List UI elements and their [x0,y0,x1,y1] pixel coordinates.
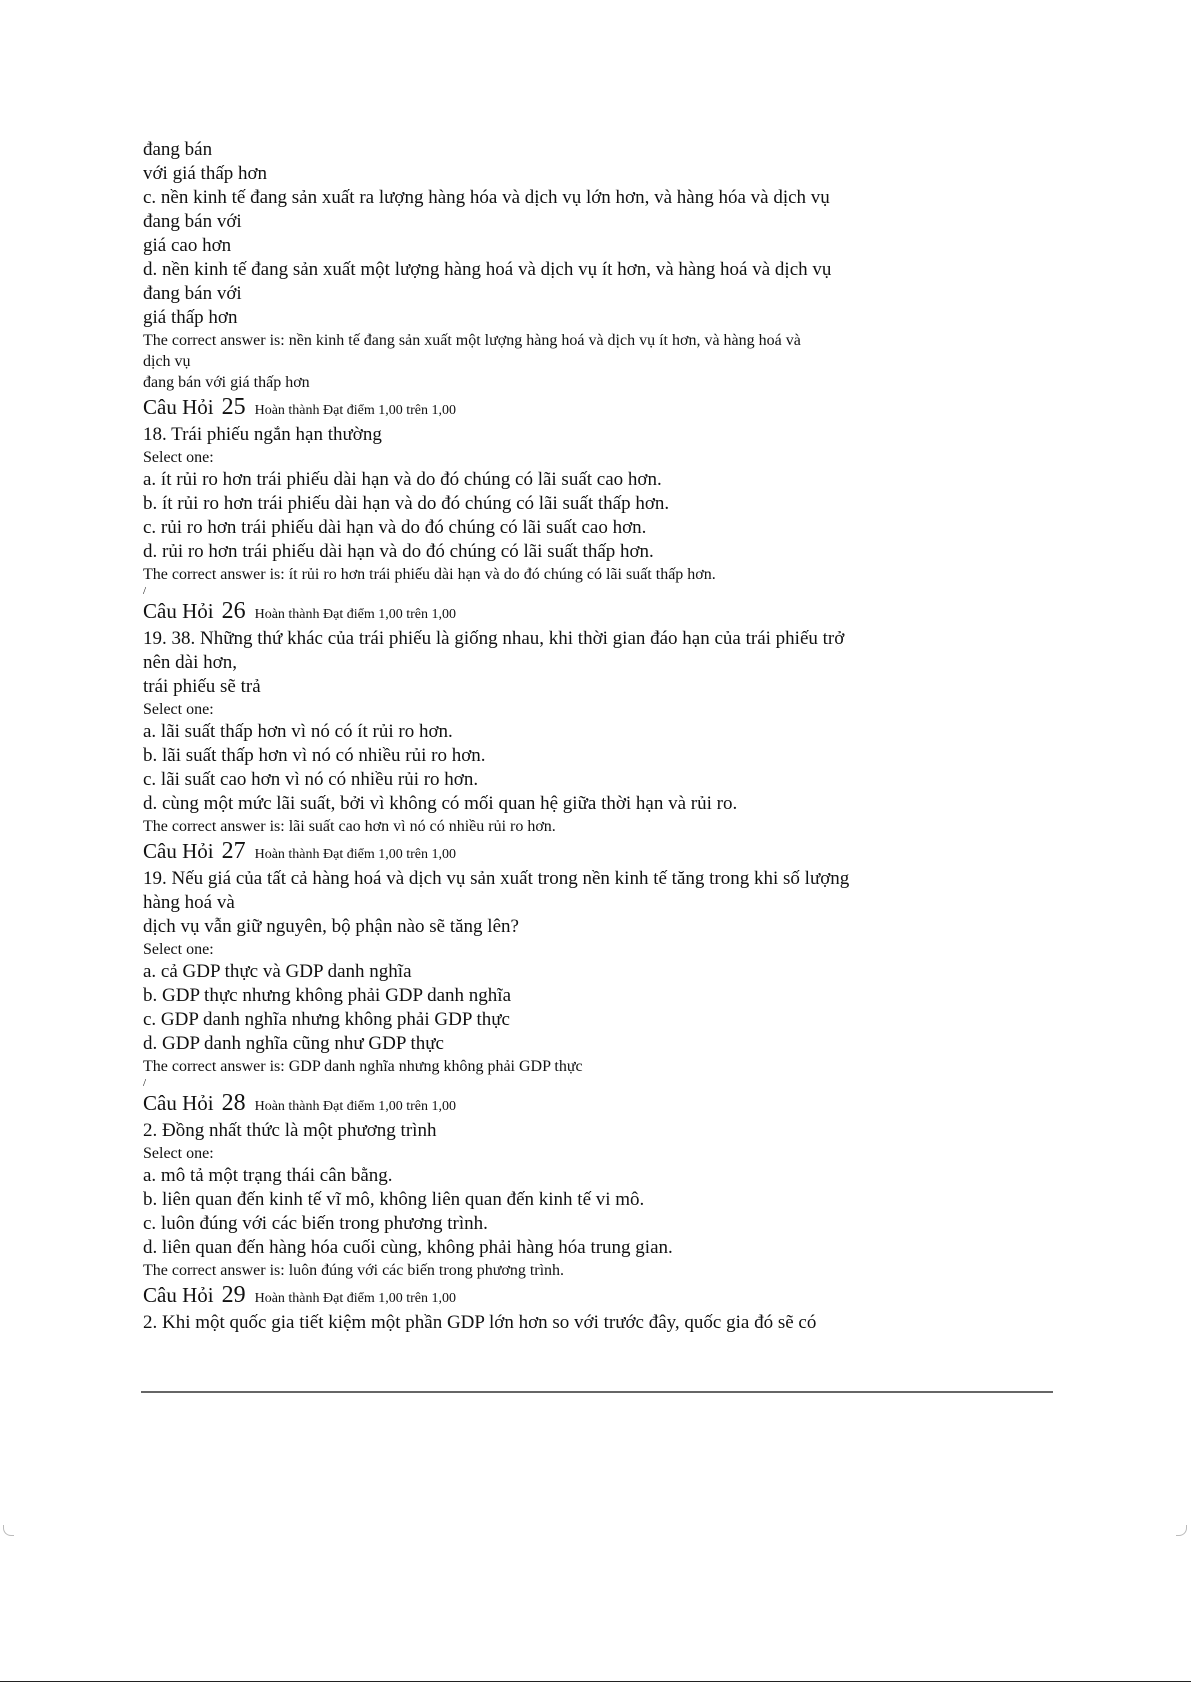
question-header [143,599,1043,627]
question-label: Câu Hỏi [143,1091,214,1115]
document-body [143,138,1043,1335]
horizontal-divider [141,1391,1053,1393]
question-header [143,1283,1043,1311]
option-d: d. GDP danh nghĩa cũng như GDP thực [143,1033,444,1054]
question-number: 29 [221,1282,246,1308]
text-line: đang bán [143,139,213,160]
correct-answer: The correct answer is: ít rủi ro hơn trái phiếu dài hạn và do đó chúng có lãi suất thấp hơn. [143,566,716,583]
option-a: a. cả GDP thực và GDP danh nghĩa [143,961,412,982]
question-24-continuation [143,138,1043,393]
option-c: c. lãi suất cao hơn vì nó có nhiều rủi ro hơn. [143,769,479,790]
option-d: d. nền kinh tế đang sản xuất một lượng hàng hoá và dịch vụ ít hơn, và hàng hoá và dịch vụ [143,259,832,280]
question-number: 28 [221,1090,246,1116]
question-stem: trái phiếu sẽ trả [143,676,261,697]
option-c: c. GDP danh nghĩa nhưng không phải GDP thực [143,1009,510,1030]
text-line: giá cao hơn [143,235,232,256]
question-stem: hàng hoá và [143,892,235,913]
question-25 [143,395,1043,597]
option-b: b. liên quan đến kinh tế vĩ mô, không liên quan đến kinh tế vi mô. [143,1189,645,1210]
correct-answer: The correct answer is: GDP danh nghĩa nhưng không phải GDP thực [143,1058,583,1075]
correct-answer: The correct answer is: nền kinh tế đang sản xuất một lượng hàng hoá và dịch vụ ít hơn, và hàng hoá và [143,332,801,349]
question-27 [143,839,1043,1089]
question-stem: 2. Khi một quốc gia tiết kiệm một phần GDP lớn hơn so với trước đây, quốc gia đó sẽ có [143,1312,817,1333]
correct-answer: The correct answer is: lãi suất cao hơn vì nó có nhiều rủi ro hơn. [143,818,556,835]
question-label: Câu Hỏi [143,1283,214,1307]
page-corner-mark [1176,1525,1187,1536]
question-stem: dịch vụ vẫn giữ nguyên, bộ phận nào sẽ tăng lên? [143,916,519,937]
question-stem: 19. Nếu giá của tất cả hàng hoá và dịch vụ sản xuất trong nền kinh tế tăng trong khi số lượng [143,868,850,889]
question-header [143,395,1043,423]
option-b: b. ít rủi ro hơn trái phiếu dài hạn và do đó chúng có lãi suất thấp hơn. [143,493,670,514]
option-c: c. luôn đúng với các biến trong phương trình. [143,1213,488,1234]
option-b: b. lãi suất thấp hơn vì nó có nhiều rủi ro hơn. [143,745,486,766]
question-stem: 18. Trái phiếu ngắn hạn thường [143,424,382,445]
question-26 [143,599,1043,837]
option-a: a. lãi suất thấp hơn vì nó có ít rủi ro hơn. [143,721,453,742]
question-status: Hoàn thành Đạt điểm 1,00 trên 1,00 [254,1291,456,1306]
question-label: Câu Hỏi [143,599,214,623]
question-header [143,839,1043,867]
text-line: giá thấp hơn [143,307,238,328]
select-one-label: Select one: [143,1145,214,1162]
question-stem: 19. 38. Những thứ khác của trái phiếu là giống nhau, khi thời gian đáo hạn của trái phiếu trở [143,628,845,649]
option-b: b. GDP thực nhưng không phải GDP danh nghĩa [143,985,512,1006]
question-29 [143,1283,1043,1335]
text-line: đang bán với [143,283,242,304]
select-one-label: Select one: [143,701,214,718]
correct-answer-cont: đang bán với giá thấp hơn [143,374,310,391]
select-one-label: Select one: [143,449,214,466]
option-a: a. mô tả một trạng thái cân bằng. [143,1165,393,1186]
text-line: với giá thấp hơn [143,163,268,184]
question-status: Hoàn thành Đạt điểm 1,00 trên 1,00 [254,607,456,622]
question-stem: nên dài hơn, [143,652,237,673]
question-label: Câu Hỏi [143,395,214,419]
question-stem: 2. Đồng nhất thức là một phương trình [143,1120,437,1141]
text-line: đang bán với [143,211,242,232]
page-bottom-edge [0,1681,1191,1682]
correct-answer: The correct answer is: luôn đúng với các biến trong phương trình. [143,1262,565,1279]
select-one-label: Select one: [143,941,214,958]
question-header [143,1091,1043,1119]
question-label: Câu Hỏi [143,839,214,863]
question-number: 26 [221,598,246,624]
question-status: Hoàn thành Đạt điểm 1,00 trên 1,00 [254,847,456,862]
option-c: c. nền kinh tế đang sản xuất ra lượng hàng hóa và dịch vụ lớn hơn, và hàng hóa và dịch vụ [143,187,830,208]
question-number: 25 [221,394,246,420]
question-status: Hoàn thành Đạt điểm 1,00 trên 1,00 [254,1099,456,1114]
option-d: d. rủi ro hơn trái phiếu dài hạn và do đó chúng có lãi suất thấp hơn. [143,541,654,562]
option-d: d. liên quan đến hàng hóa cuối cùng, không phải hàng hóa trung gian. [143,1237,673,1258]
slash-mark: / [143,585,147,597]
option-a: a. ít rủi ro hơn trái phiếu dài hạn và do đó chúng có lãi suất cao hơn. [143,469,662,490]
option-d: d. cùng một mức lãi suất, bởi vì không có mối quan hệ giữa thời hạn và rủi ro. [143,793,738,814]
option-c: c. rủi ro hơn trái phiếu dài hạn và do đó chúng có lãi suất cao hơn. [143,517,647,538]
page-corner-mark [3,1525,14,1536]
question-28 [143,1091,1043,1281]
question-number: 27 [221,838,246,864]
question-status: Hoàn thành Đạt điểm 1,00 trên 1,00 [254,403,456,418]
slash-mark: / [143,1077,147,1089]
correct-answer-cont: dịch vụ [143,353,191,370]
